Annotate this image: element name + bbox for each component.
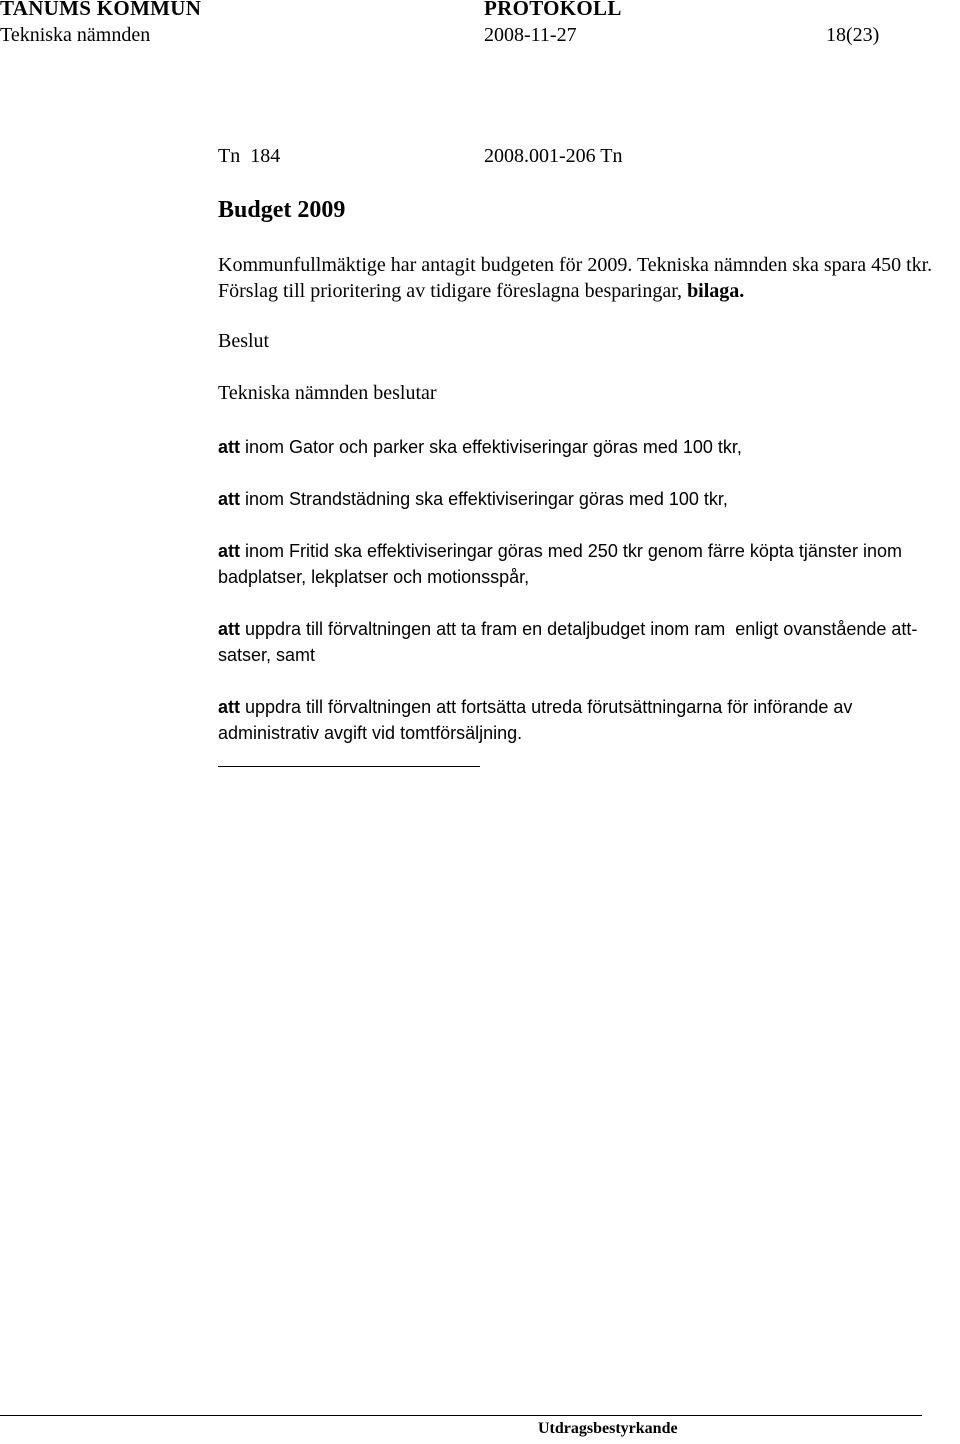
section-end-rule [218, 766, 480, 767]
decision-item-text: uppdra till förvaltningen att fortsätta utreda förutsättningarna för införande av administrativ avgift vid tomtförsäljning. [218, 697, 858, 743]
organization-name: TANUMS KOMMUN [0, 0, 202, 20]
committee-name: Tekniska nämnden [0, 24, 151, 46]
decision-item [218, 486, 958, 512]
decision-lead: Tekniska nämnden beslutar [218, 382, 437, 404]
att-keyword: att [218, 619, 240, 639]
attachment-reference: bilaga. [687, 280, 745, 302]
decision-item [218, 694, 958, 746]
decision-item [218, 434, 958, 460]
certification-label: Utdragsbestyrkande [538, 1420, 678, 1437]
decision-item-text: inom Fritid ska effektiviseringar göras med 250 tkr genom färre köpta tjänster inom badplatser, lekplatser och motionsspår, [218, 541, 907, 587]
att-keyword: att [218, 541, 240, 561]
item-number: Tn 184 [218, 145, 281, 167]
item-title: Budget 2009 [218, 197, 346, 223]
intro-paragraph [218, 252, 958, 304]
att-keyword: att [218, 437, 240, 457]
diary-number: 2008.001-206 Tn [484, 145, 623, 167]
meeting-date: 2008-11-27 [484, 24, 577, 46]
decision-item [218, 538, 958, 590]
decision-item [218, 616, 958, 668]
decision-item-text: inom Gator och parker ska effektiviseringar göras med 100 tkr, [240, 437, 742, 457]
document-type: PROTOKOLL [484, 0, 622, 20]
intro-text: Kommunfullmäktige har antagit budgeten för 2009. Tekniska nämnden ska spara 450 tkr. Förslag till prioritering av tidigare föreslagna besparingar, [218, 254, 933, 302]
page-number: 18(23) [826, 24, 880, 46]
att-keyword: att [218, 697, 240, 717]
att-keyword: att [218, 489, 240, 509]
decision-heading: Beslut [218, 330, 270, 352]
decision-item-text: inom Strandstädning ska effektiviseringar göras med 100 tkr, [240, 489, 728, 509]
footer-rule [0, 1415, 922, 1416]
decision-item-text: uppdra till förvaltningen att ta fram en detaljbudget inom ram enligt ovanstående att-satser, samt [218, 619, 918, 665]
